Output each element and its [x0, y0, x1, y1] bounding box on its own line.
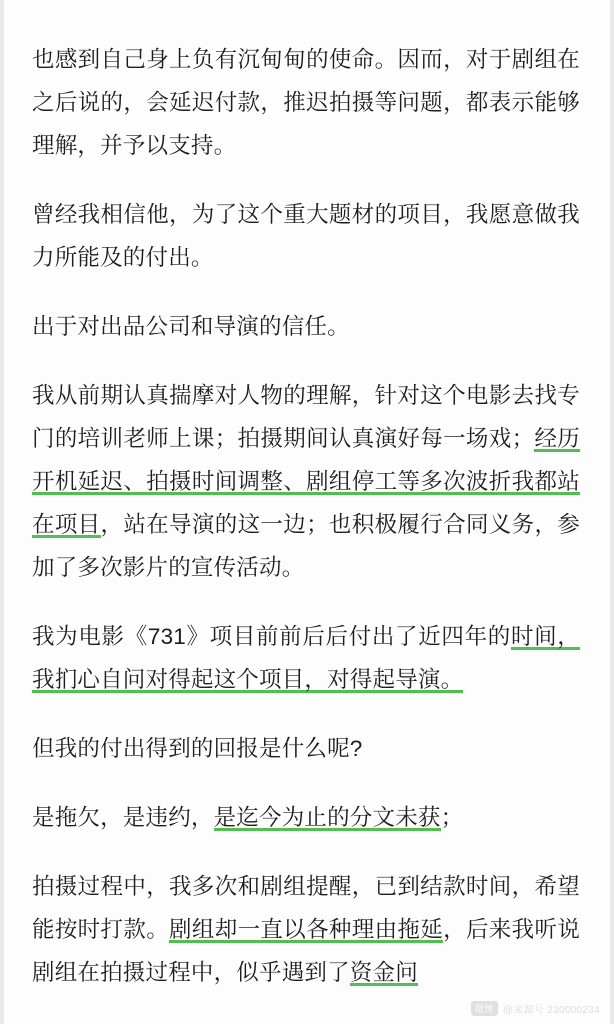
plain-text: 但我的付出得到的回报是什么呢?: [32, 736, 363, 761]
document-body: [32, 38, 580, 994]
watermark-text: @来源号 230000234: [502, 1005, 600, 1016]
plain-text: 曾经我相信他，为了这个重大题材的项目，我愿意做我力所能及的付出。: [32, 202, 580, 270]
plain-text: ，后来我听说剧组在拍摄过程中，似乎遇到了: [32, 917, 581, 985]
highlighted-text: 时间，我扪心自问对得起这个项目，对得起导演。: [32, 624, 580, 692]
plain-text: 我从前期认真揣摩对人物的理解，针对这个电影去找专门的培训老师上课；拍摄期间认真演好每一场戏；: [32, 383, 580, 451]
highlighted-text: 资金问: [349, 960, 418, 985]
plain-text: 也感到自己身上负有沉甸甸的使命。因而，对于剧组在之后说的，会延迟付款，推迟拍摄等问题，都表示能够理解，并予以支持。: [32, 47, 580, 158]
plain-text: 拍摄过程中，我多次和剧组提醒，已到结款时间，希望能按时打款。: [32, 874, 580, 942]
plain-text: 我为电影《731》项目前前后后付出了近四年的: [32, 624, 511, 649]
watermark-badge: 微博: [471, 1001, 498, 1016]
paragraph-1: [32, 38, 580, 167]
plain-text: 出于对出品公司和导演的信任。: [32, 314, 350, 339]
highlighted-text: 是迄今为止的分文未获: [213, 805, 441, 830]
plain-text: ，站在导演的这一边；也积极履行合同义务，参加了多次影片的宣传活动。: [32, 512, 581, 580]
plain-text: 是拖欠，是违约，: [32, 805, 214, 830]
paragraph-5: [32, 615, 580, 701]
highlighted-text: 剧组却一直以各种理由拖延: [169, 917, 444, 942]
paragraph-4: [32, 374, 580, 589]
watermark: [471, 1001, 600, 1016]
paragraph-3: [32, 305, 580, 348]
page-left-border: [0, 0, 4, 1024]
paragraph-8: [32, 865, 580, 994]
paragraph-2: [32, 193, 580, 279]
highlighted-text: 经历开机延迟、拍摄时间调整、剧组停工等多次波折我都站在项目: [32, 426, 580, 537]
plain-text: ；: [440, 805, 464, 830]
paragraph-7: [32, 796, 580, 839]
paragraph-6: [32, 727, 580, 770]
page-right-border: [610, 0, 614, 1024]
